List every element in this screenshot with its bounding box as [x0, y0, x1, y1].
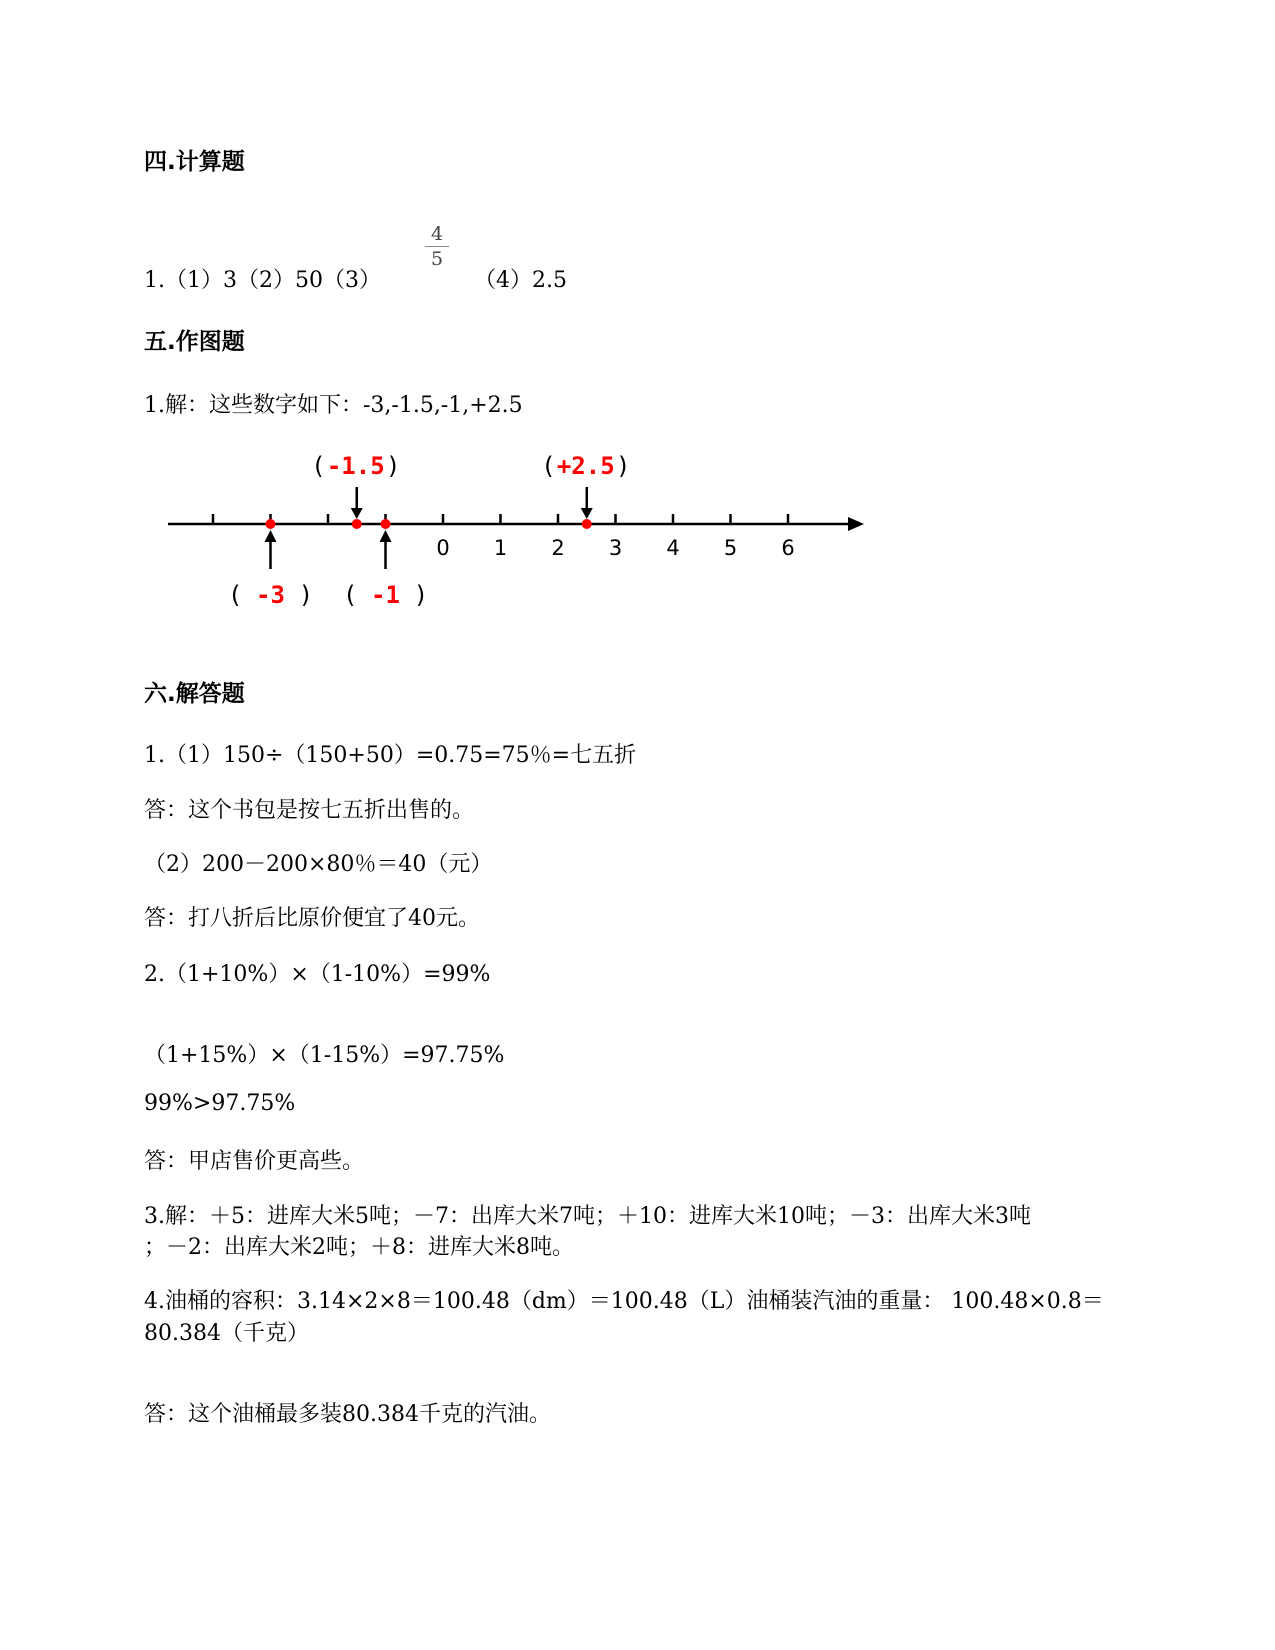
arrow-down-icon [581, 508, 593, 519]
section-4-title: 四.计算题 [144, 149, 245, 175]
answer-line-10: ；－2：出库大米2吨；＋8：进库大米8吨。 [144, 1235, 574, 1260]
fraction-denominator: 5 [425, 246, 449, 271]
axis-arrowhead [848, 517, 864, 531]
number-point [582, 519, 592, 529]
point-label: -1.5 [326, 452, 385, 480]
answer-line-1: 1.（1）150÷（150+50）=0.75=75％=七五折 [144, 743, 637, 768]
label-open-paren: ( [544, 452, 554, 480]
answer-line-3: （2）200－200×80％＝40（元） [144, 852, 493, 877]
arrow-down-icon [351, 508, 363, 519]
label-close-paren: ) [415, 581, 426, 609]
arrow-up-icon [265, 530, 277, 542]
answer-line-12: 80.384（千克） [144, 1321, 309, 1346]
label-close-paren: ) [618, 452, 628, 480]
arrow-up-icon [380, 530, 392, 542]
answer-line-2: 答：这个书包是按七五折出售的。 [144, 798, 475, 823]
point-label: -1 [371, 581, 400, 609]
label-close-paren: ) [388, 452, 398, 480]
tick-label: 5 [723, 536, 738, 560]
point-label: +2.5 [556, 452, 615, 480]
label-open-paren: ( [314, 452, 324, 480]
section-5-title: 五.作图题 [144, 329, 245, 355]
number-point [381, 519, 391, 529]
answer-line-4: 答：打八折后比原价便宜了40元。 [144, 906, 480, 931]
tick-label: 4 [666, 536, 680, 560]
drawing-q1-text: 1.解：这些数字如下：-3,-1.5,-1,+2.5 [144, 393, 523, 418]
label-open-paren: ( [345, 581, 356, 609]
label-open-paren: ( [230, 581, 241, 609]
section-6-title: 六.解答题 [144, 681, 245, 707]
tick-label: 2 [551, 536, 565, 560]
answer-line-11: 4.油桶的容积：3.14×2×8＝100.48（dm）＝100.48（L）油桶装汽油的重量： 100.48×0.8＝ [144, 1289, 1104, 1314]
calc-q1-part2: （4）2.5 [474, 268, 567, 293]
tick-label: 1 [493, 536, 508, 560]
number-point [352, 519, 362, 529]
answer-line-5: 2.（1+10%）×（1-10%）=99% [144, 962, 491, 987]
fraction-numerator: 4 [430, 223, 444, 245]
tick-label: 0 [436, 536, 450, 560]
number-point [266, 519, 276, 529]
answer-line-9: 3.解：＋5：进库大米5吨；－7：出库大米7吨；＋10：进库大米10吨；－3：出库大米3吨 [144, 1204, 1031, 1229]
calc-q1-part1: 1.（1）3（2）50（3） [144, 268, 381, 293]
label-close-paren: ) [300, 581, 311, 609]
answer-line-8: 答：甲店售价更高些。 [144, 1149, 365, 1174]
tick-label: 6 [781, 536, 795, 560]
tick-label: 3 [608, 536, 623, 560]
answer-line-7: 99%>97.75% [144, 1091, 296, 1116]
answer-line-13: 答：这个油桶最多装80.384千克的汽油。 [144, 1402, 551, 1427]
point-label: -3 [256, 581, 285, 609]
answer-line-6: （1+15%）×（1-15%）=97.75% [144, 1043, 505, 1068]
